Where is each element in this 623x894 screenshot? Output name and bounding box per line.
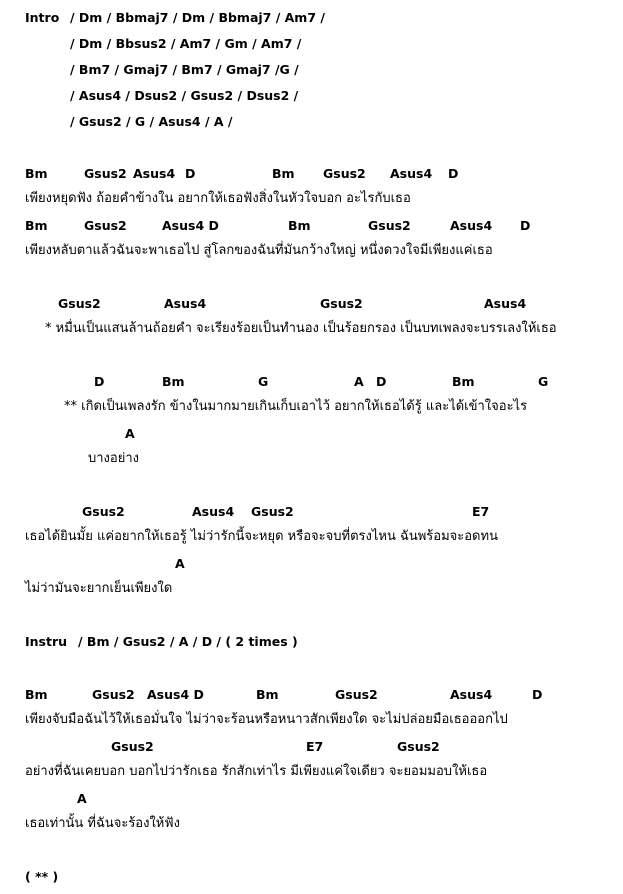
chord: Gsus2 bbox=[84, 218, 127, 233]
chord: Bm bbox=[452, 374, 475, 389]
chord: Gsus2 bbox=[82, 504, 125, 519]
chord: Bm bbox=[162, 374, 185, 389]
intro-chords-line-4: / Asus4 / Dsus2 / Gsus2 / Dsus2 / bbox=[70, 88, 299, 103]
lyric-line: บางอย่าง bbox=[88, 451, 139, 466]
chord: Gsus2 bbox=[397, 739, 440, 754]
chord: Bm bbox=[272, 166, 295, 181]
chord: Gsus2 bbox=[84, 166, 127, 181]
instru-label: Instru bbox=[25, 634, 68, 649]
lyric-line: อย่างที่ฉันเคยบอก บอกไปว่ารักเธอ รักสักเท่าไร มีเพียงแค่ใจเดียว จะยอมมอบให้เธอ bbox=[25, 764, 488, 779]
lyric-line: เพียงหยุดฟัง ถ้อยคำข้างใน อยากให้เธอฟังสิ่งในหัวใจบอก อะไรกับเธอ bbox=[25, 191, 411, 206]
chord: Asus4 bbox=[192, 504, 235, 519]
chord: Asus4 D bbox=[147, 687, 204, 702]
chord: Asus4 bbox=[484, 296, 527, 311]
chord: Gsus2 bbox=[368, 218, 411, 233]
chord: D bbox=[94, 374, 105, 389]
chord: Gsus2 bbox=[58, 296, 101, 311]
lyric-line: เพียงหลับตาแล้วฉันจะพาเธอไป สู่โลกของฉันที่มันกว้างใหญ่ หนึ่งดวงใจมีเพียงแค่เธอ bbox=[25, 243, 493, 258]
chord: Gsus2 bbox=[92, 687, 135, 702]
chord: G bbox=[258, 374, 269, 389]
chord: Gsus2 bbox=[323, 166, 366, 181]
chord: Asus4 bbox=[450, 218, 493, 233]
intro-chords-line-2: / Dm / Bbsus2 / Am7 / Gm / Am7 / bbox=[70, 36, 302, 51]
chord: E7 bbox=[472, 504, 490, 519]
chord: D bbox=[185, 166, 196, 181]
chord: Gsus2 bbox=[335, 687, 378, 702]
lyric-line: เพียงจับมือฉันไว้ให้เธอมั่นใจ ไม่ว่าจะร้อนหรือหนาวสักเพียงใด จะไม่ปล่อยมือเธอออกไป bbox=[25, 712, 508, 727]
intro-chords-line-5: / Gsus2 / G / Asus4 / A / bbox=[70, 114, 233, 129]
chord: Gsus2 bbox=[111, 739, 154, 754]
intro-chords-line-3: / Bm7 / Gmaj7 / Bm7 / Gmaj7 /G / bbox=[70, 62, 299, 77]
chord: A bbox=[77, 791, 87, 806]
chord: A bbox=[175, 556, 185, 571]
lyric-line: เธอได้ยินมั้ย แค่อยากให้เธอรู้ ไม่ว่ารักนี้จะหยุด หรือจะจบที่ตรงไหน ฉันพร้อมจะอดทน bbox=[25, 529, 498, 544]
chord: A bbox=[125, 426, 135, 441]
intro-chords-line-1: / Dm / Bbmaj7 / Dm / Bbmaj7 / Am7 / bbox=[70, 10, 325, 25]
chord: Asus4 bbox=[133, 166, 176, 181]
lyric-line: * หมื่นเป็นแสนล้านถ้อยคำ จะเรียงร้อยเป็นทำนอง เป็นร้อยกรอง เป็นบทเพลงจะบรรเลงให้เธอ bbox=[45, 321, 557, 336]
lyric-line: ** เกิดเป็นเพลงรัก ข้างในมากมายเกินเก็บเอาไว้ อยากให้เธอได้รู้ และได้เข้าใจอะไร bbox=[64, 399, 528, 414]
chord: A bbox=[354, 374, 364, 389]
chorus-repeat-marker: ( ** ) bbox=[25, 869, 59, 884]
chord: E7 bbox=[306, 739, 324, 754]
intro-label: Intro bbox=[25, 10, 60, 25]
chord: Bm bbox=[25, 687, 48, 702]
chord: D bbox=[448, 166, 459, 181]
chord: Asus4 bbox=[164, 296, 207, 311]
chord: Gsus2 bbox=[320, 296, 363, 311]
chord: D bbox=[532, 687, 543, 702]
chord: Asus4 D bbox=[162, 218, 219, 233]
chord: Gsus2 bbox=[251, 504, 294, 519]
chord: Bm bbox=[25, 218, 48, 233]
chord: D bbox=[520, 218, 531, 233]
lyric-line: เธอเท่านั้น ที่ฉันจะร้องให้ฟัง bbox=[25, 816, 180, 831]
chord: G bbox=[538, 374, 549, 389]
chord: Asus4 bbox=[450, 687, 493, 702]
chord: Asus4 bbox=[390, 166, 433, 181]
chord: Bm bbox=[256, 687, 279, 702]
chord: Bm bbox=[25, 166, 48, 181]
instru-chords-line: / Bm / Gsus2 / A / D / ( 2 times ) bbox=[78, 634, 298, 649]
lyric-line: ไม่ว่ามันจะยากเย็นเพียงใด bbox=[25, 581, 173, 596]
chord: D bbox=[376, 374, 387, 389]
chord: Bm bbox=[288, 218, 311, 233]
